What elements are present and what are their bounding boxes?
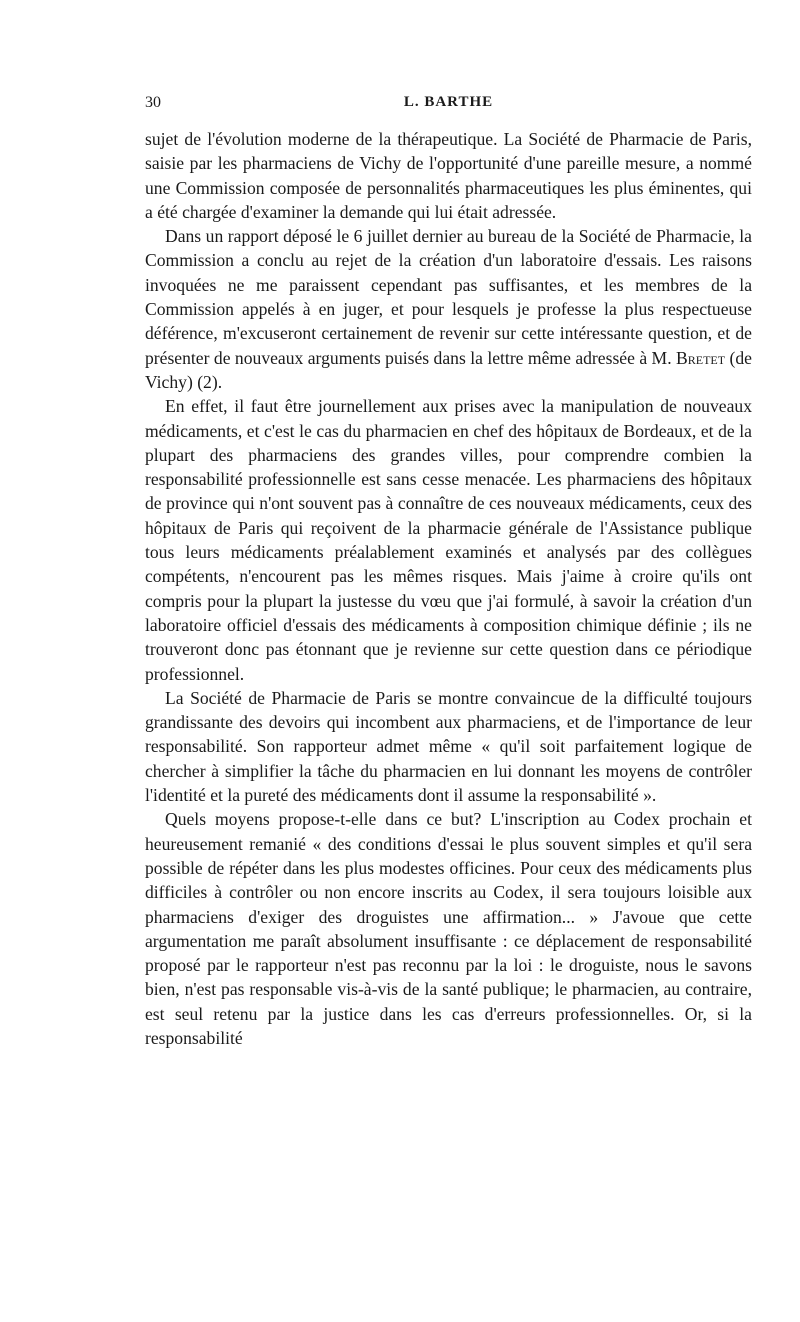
paragraph-2-text-end: (de Vichy) (2).: [145, 347, 752, 392]
author-name-bretet: Bretet: [676, 347, 726, 368]
page-number: 30: [145, 94, 161, 111]
running-head: [145, 94, 752, 116]
paragraph-3: En effet, il faut être journellement aux prises avec la manipulation de nouveaux médicaments, et c'est le cas du pharmacien en chef des hôpitaux de Bordeaux, et de la plupart des pharmaciens des grandes villes, pour comprendre combien la responsabilité professionnelle est sans cesse menacée. Les pharmaciens des hôpitaux de province qui n'ont souvent pas à connaître de ces nouveaux médicaments, ceux des hôpitaux de Paris qui reçoivent de la pharmacie générale de l'Assistance publique tous leurs médicaments préalablement examinés et analysés par des collègues compétents, n'encourent pas les mêmes risques. Mais j'aime à croire qu'ils ont compris pour la plupart la justesse du vœu que j'ai formulé, à savoir la création d'un laboratoire officiel d'essais des médicaments à composition chimique définie ; ils ne trouveront donc pas étonnant que je revienne sur cette question dans ce périodique professionnel.: [145, 396, 752, 684]
paragraph-2-text: Dans un rapport déposé le 6 juillet dernier au bureau de la Société de Pharmacie, la Commission a conclu au rejet de la création d'un laboratoire d'essais. Les raisons invoquées ne me paraissent cependant pas suffisantes, et les membres de la Commission appelés à en juger, et pour lesquels je professe la plus respectueuse déférence, m'excuseront certainement de revenir sur cette intéressante question, et de présenter de nouveaux arguments puisés dans la lettre même adressée à M.: [145, 226, 752, 368]
body-text: [145, 127, 752, 1050]
running-title: L. BARTHE: [403, 94, 494, 110]
paragraph-4: La Société de Pharmacie de Paris se montre convaincue de la difficulté toujours grandissante des devoirs qui incombent aux pharmaciens, et de l'importance de leur responsabilité. Son rapporteur admet même « qu'il soit parfaitement logique de chercher à simplifier la tâche du pharmacien en lui donnant les moyens de contrôler l'identité et la pureté des médicaments dont il assume la responsabilité ».: [145, 687, 752, 806]
paragraph-5: Quels moyens propose-t-elle dans ce but? L'inscription au Codex prochain et heureusement remanié « des conditions d'essai le plus souvent simples et qu'il sera possible de répéter dans les plus modestes officines. Pour ceux des médicaments plus difficiles à contrôler ou non encore inscrits au Codex, il sera toujours loisible aux pharmaciens d'exiger des droguistes une affirmation... » J'avoue que cette argumentation me paraît absolument insuffisante : ce déplacement de responsabilité proposé par le rapporteur n'est pas reconnu par la loi : le droguiste, nous le savons bien, n'est pas responsable vis-à-vis de la santé publique; le pharmacien, au contraire, est seul retenu par la justice dans les cas d'erreurs professionnelles. Or, si la responsabilité: [145, 809, 752, 1048]
paragraph-1: sujet de l'évolution moderne de la thérapeutique. La Société de Pharmacie de Paris, saisie par les pharmaciens de Vichy de l'opportunité d'une pareille mesure, a nommé une Commission composée de personnalités pharmaceutiques les plus éminentes, qui a été chargée d'examiner la demande qui lui était adressée.: [145, 129, 752, 222]
paragraph-2: [145, 224, 752, 394]
